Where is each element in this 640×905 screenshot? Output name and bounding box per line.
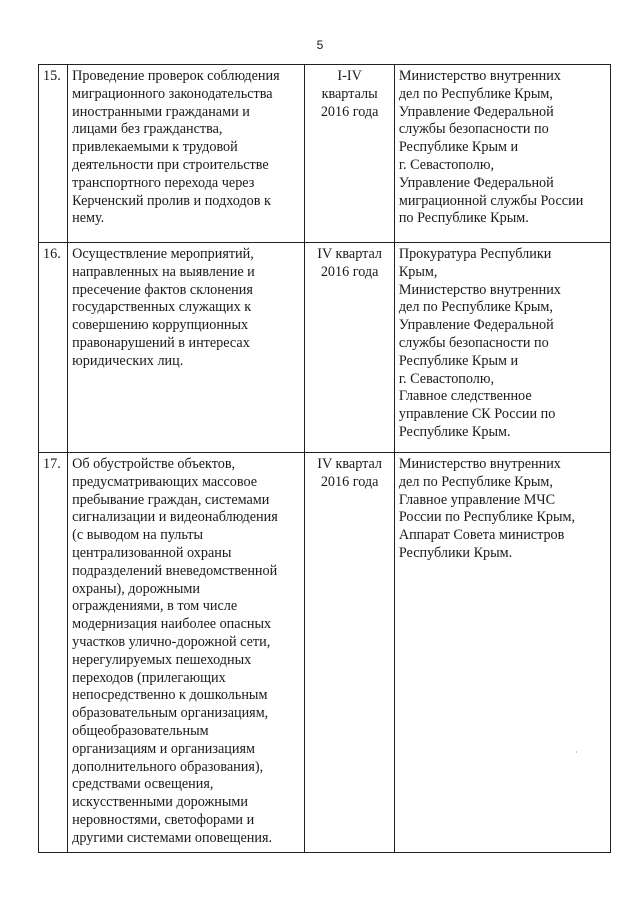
executors-cell — [394, 243, 610, 453]
task-line: Керченский пролив и подходов к — [72, 192, 271, 209]
page-number: 5 — [316, 38, 324, 52]
exec-line: дел по Республике Крым, — [398, 299, 553, 316]
exec-line: дел по Республике Крым, — [398, 473, 553, 490]
period-line: I-IV — [337, 68, 362, 84]
task-line: непосредственно к дошкольным — [72, 687, 268, 704]
period-cell — [305, 453, 394, 853]
task-line: деятельности при строительстве — [72, 156, 269, 173]
executors-cell — [394, 453, 610, 853]
task-cell — [68, 243, 305, 453]
exec-line: управление СК России по — [398, 406, 556, 423]
exec-line: г. Севастополю, — [398, 156, 495, 173]
period-cell — [305, 243, 394, 453]
task-line: миграционного законодательства — [72, 85, 273, 102]
task-line: средствами освещения, — [72, 776, 214, 793]
exec-line: по Республике Крым. — [398, 210, 529, 227]
task-line: привлекаемыми к трудовой — [72, 139, 238, 156]
row-number: 17. — [39, 453, 68, 853]
task-line: организациям и организациям — [72, 740, 255, 757]
period-line: 2016 года — [320, 263, 379, 280]
task-line: искусственными дорожными — [72, 794, 249, 811]
scan-speck: · — [575, 748, 578, 757]
task-line: государственных служащих к — [72, 299, 252, 316]
task-line: охраны), дорожными — [72, 580, 200, 597]
executors-cell — [394, 65, 610, 243]
task-line: лицами без гражданства, — [72, 121, 223, 138]
task-line: участков улично-дорожной сети, — [72, 633, 271, 650]
period-line: IV квартал — [317, 246, 382, 262]
exec-line: г. Севастополю, — [398, 370, 495, 387]
task-line: другими системами оповещения. — [72, 829, 273, 846]
task-cell — [68, 453, 305, 853]
task-line: иностранными гражданами и — [72, 103, 250, 120]
measures-table — [38, 64, 611, 853]
exec-line: Крым, — [398, 263, 438, 280]
exec-line: дел по Республике Крым, — [398, 85, 553, 102]
exec-line: Прокуратура Республики — [398, 246, 552, 262]
task-line: сигнализации и видеонаблюдения — [72, 509, 278, 526]
task-line: (с выводом на пульты — [72, 527, 204, 544]
table-row — [39, 453, 611, 853]
task-line: нему. — [72, 210, 105, 227]
task-line: правонарушений в интересах — [72, 334, 250, 351]
exec-line: Республике Крым и — [398, 139, 519, 156]
exec-line: службы безопасности по — [398, 334, 549, 351]
task-line: централизованной охраны — [72, 544, 232, 561]
task-line: транспортного перехода через — [72, 174, 255, 191]
exec-line: Министерство внутренних — [398, 456, 561, 472]
task-line: подразделений вневедомственной — [72, 562, 278, 579]
task-line: пресечение фактов склонения — [72, 281, 253, 298]
exec-line: Управление Федеральной — [398, 317, 554, 334]
exec-line: Аппарат Совета министров — [398, 527, 565, 544]
period-line: IV квартал — [317, 456, 382, 472]
task-line: Осуществление мероприятий, — [72, 246, 254, 262]
task-line: неровностями, светофорами и — [72, 811, 255, 828]
row-number: 16. — [39, 243, 68, 453]
task-line: пребывание граждан, системами — [72, 491, 270, 508]
exec-line: миграционной службы России — [398, 192, 584, 209]
exec-line: Управление Федеральной — [398, 174, 554, 191]
task-line: общеобразовательным — [72, 722, 209, 739]
task-cell — [68, 65, 305, 243]
exec-line: Республике Крым. — [398, 423, 511, 440]
exec-line: России по Республике Крым, — [398, 509, 576, 526]
task-line: модернизация наиболее опасных — [72, 616, 272, 633]
task-line: совершению коррупционных — [72, 317, 249, 334]
table-row — [39, 243, 611, 453]
period-line: 2016 года — [320, 103, 379, 120]
task-line: нерегулируемых пешеходных — [72, 651, 252, 668]
task-line: юридических лиц. — [72, 352, 184, 369]
exec-line: Республики Крым. — [398, 544, 513, 561]
task-line: ограждениями, в том числе — [72, 598, 238, 615]
exec-line: Министерство внутренних — [398, 281, 561, 298]
period-line: 2016 года — [320, 473, 379, 490]
exec-line: Республике Крым и — [398, 352, 519, 369]
row-number: 15. — [39, 65, 68, 243]
task-line: направленных на выявление и — [72, 263, 255, 280]
period-line: кварталы — [321, 85, 378, 102]
task-line: образовательным организациям, — [72, 705, 269, 722]
task-line: Проведение проверок соблюдения — [72, 68, 280, 84]
period-cell — [305, 65, 394, 243]
exec-line: Главное следственное — [398, 388, 532, 405]
exec-line: Управление Федеральной — [398, 103, 554, 120]
task-line: Об обустройстве объектов, — [72, 456, 236, 472]
exec-line: Главное управление МЧС — [398, 491, 556, 508]
task-line: дополнительного образования), — [72, 758, 264, 775]
task-line: предусматривающих массовое — [72, 473, 258, 490]
table-row — [39, 65, 611, 243]
exec-line: службы безопасности по — [398, 121, 549, 138]
task-line: переходов (прилегающих — [72, 669, 226, 686]
exec-line: Министерство внутренних — [398, 68, 561, 84]
